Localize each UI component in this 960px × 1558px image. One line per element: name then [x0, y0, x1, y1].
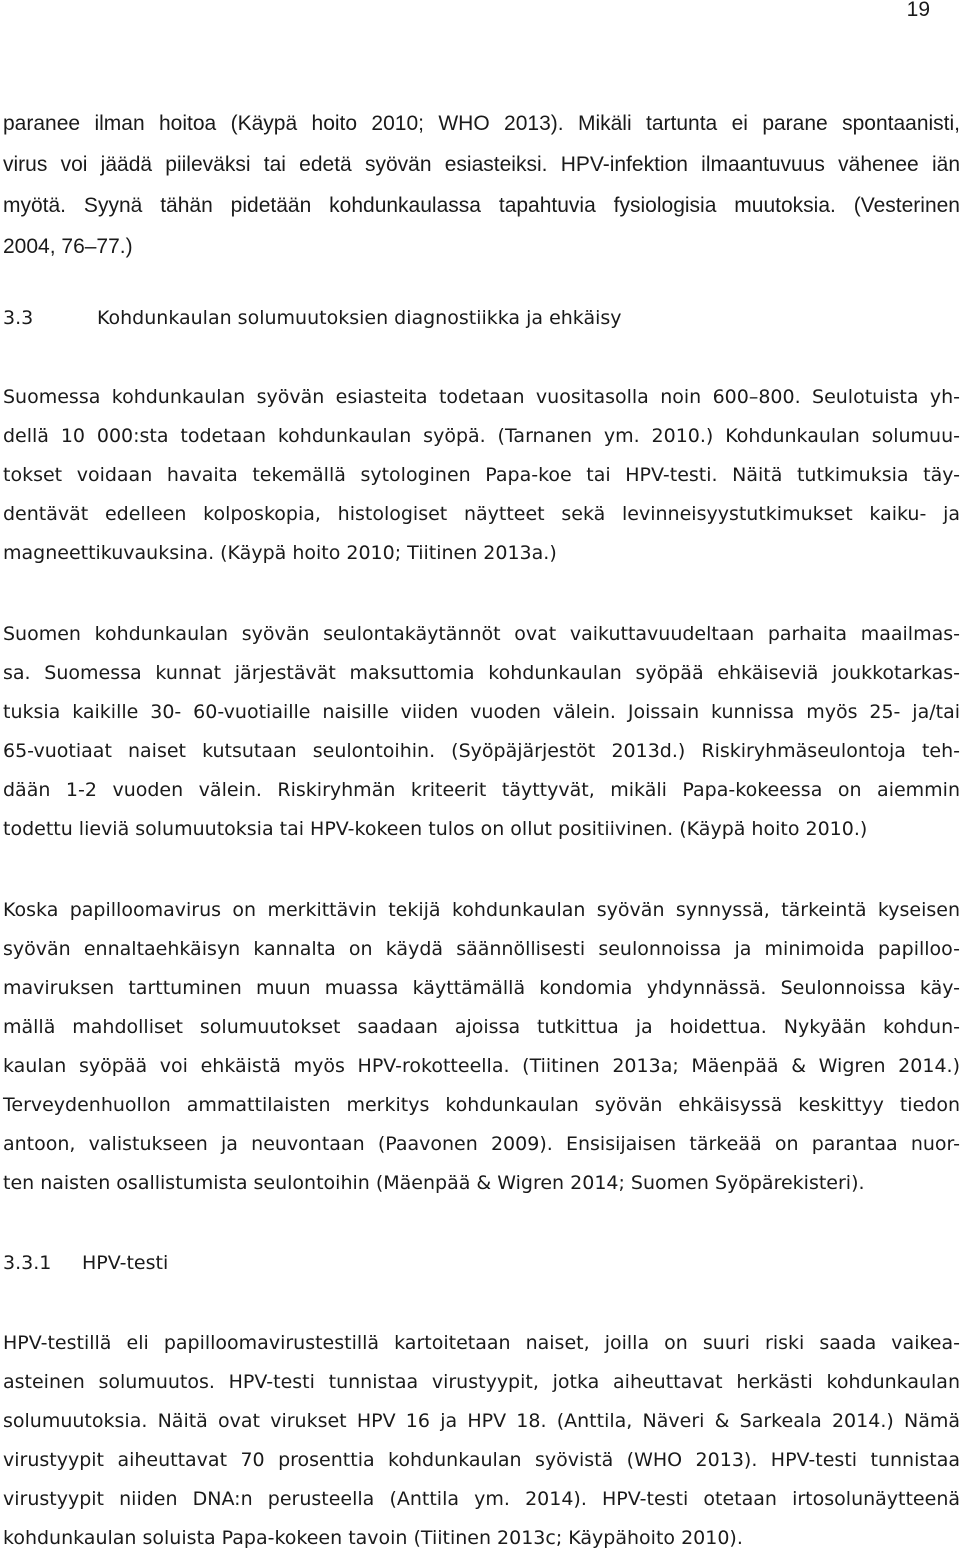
text-line: Terveydenhuollon ammattilaisten merkitys kohdunkaulan syövän ehkäisyssä keskittyy tiedon — [3, 1094, 960, 1116]
paragraph-1 — [3, 103, 960, 267]
subsection-title: HPV-testi — [82, 1252, 169, 1274]
text-line: ten naisten osallistumista seulontoihin (Mäenpää & Wigren 2014; Suomen Syöpärekisteri). — [3, 1172, 865, 1194]
text-line: tokset voidaan havaita tekemällä sytologinen Papa-koe tai HPV-testi. Näitä tutkimuksia täy- — [3, 464, 960, 486]
text-line: dentävät edelleen kolposkopia, histologiset näytteet sekä levinneisyystutkimukset kaiku- ja — [3, 503, 960, 525]
text-line: maviruksen tarttuminen muun muassa käyttämällä kondomia yhdynnässä. Seulonnoissa käy- — [3, 977, 960, 999]
text-line: 2004, 76–77.) — [3, 235, 133, 258]
text-line: mällä mahdolliset solumuutokset saadaan ajoissa tutkittua ja hoidettua. Nykyään kohdun- — [3, 1016, 960, 1038]
text-line: antoon, valistukseen ja neuvontaan (Paavonen 2009). Ensisijaisen tärkeää on parantaa nuor- — [3, 1133, 960, 1155]
text-line: paranee ilman hoitoa (Käypä hoito 2010; WHO 2013). Mikäli tartunta ei parane spontaanisti, — [3, 112, 960, 135]
text-line: virus voi jäädä piileväksi tai edetä syövän esiasteiksi. HPV-infektion ilmaantuvuus vähenee iän — [3, 153, 960, 176]
section-title: Kohdunkaulan solumuutoksien diagnostiikka ja ehkäisy — [97, 307, 622, 329]
text-line: kaulan syöpää voi ehkäistä myös HPV-rokotteella. (Tiitinen 2013a; Mäenpää & Wigren 2014.) — [3, 1055, 960, 1077]
paragraph-2 — [3, 378, 960, 573]
subsection-heading — [3, 1252, 168, 1274]
text-line: kohdunkaulan soluista Papa-kokeen tavoin (Tiitinen 2013c; Käypähoito 2010). — [3, 1527, 743, 1549]
text-line: sa. Suomessa kunnat järjestävät maksuttomia kohdunkaulan syöpää ehkäiseviä joukkotarkas- — [3, 662, 960, 684]
text-line: myötä. Syynä tähän pidetään kohdunkaulassa tapahtuvia fysiologisia muutoksia. (Vesterinen — [3, 194, 960, 217]
text-line: 65-vuotiaat naiset kutsutaan seulontoihin. (Syöpäjärjestöt 2013d.) Riskiryhmäseulontoja teh- — [3, 740, 960, 762]
text-line: magneettikuvauksina. (Käypä hoito 2010; Tiitinen 2013a.) — [3, 542, 557, 564]
text-line: virustyypit niiden DNA:n perusteella (Anttila ym. 2014). HPV-testi otetaan irtosolunäytteenä — [3, 1488, 960, 1510]
text-line: todettu lieviä solumuutoksia tai HPV-kokeen tulos on ollut positiivinen. (Käypä hoito 2010.) — [3, 818, 868, 840]
text-line: tuksia kaikille 30- 60-vuotiaille naisille viiden vuoden välein. Joissain kunnissa myös 25- ja/tai — [3, 701, 960, 723]
text-line: Suomen kohdunkaulan syövän seulontakäytännöt ovat vaikuttavuudeltaan parhaita maailmas- — [3, 623, 960, 645]
text-line: HPV-testillä eli papilloomavirustestillä kartoitetaan naiset, joilla on suuri riski saada vaikea- — [3, 1332, 960, 1354]
text-line: dellä 10 000:sta todetaan kohdunkaulan syöpä. (Tarnanen ym. 2010.) Kohdunkaulan solumuu- — [3, 425, 960, 447]
text-line: virustyypit aiheuttavat 70 prosenttia kohdunkaulan syövistä (WHO 2013). HPV-testi tunnistaa — [3, 1449, 960, 1471]
text-line: Koska papilloomavirus on merkittävin tekijä kohdunkaulan syövän synnyssä, tärkeintä kyseisen — [3, 899, 960, 921]
text-line: syövän ennaltaehkäisyn kannalta on käydä säännöllisesti seulonnoissa ja minimoida papilloo- — [3, 938, 960, 960]
text-line: solumuutoksia. Näitä ovat virukset HPV 16 ja HPV 18. (Anttila, Näveri & Sarkeala 2014.) Nämä — [3, 1410, 960, 1432]
section-heading — [3, 307, 622, 329]
page-number: 19 — [906, 0, 930, 21]
paragraph-5 — [3, 1324, 960, 1558]
section-number: 3.3 — [3, 307, 34, 329]
text-line: dään 1-2 vuoden välein. Riskiryhmän kriteerit täyttyvät, mikäli Papa-kokeessa on aiemmin — [3, 779, 960, 801]
subsection-number: 3.3.1 — [3, 1252, 52, 1274]
paragraph-4 — [3, 891, 960, 1203]
paragraph-3 — [3, 615, 960, 849]
text-line: asteinen solumuutos. HPV-testi tunnistaa virustyypit, jotka aiheuttavat herkästi kohdunkaulan — [3, 1371, 960, 1393]
text-line: Suomessa kohdunkaulan syövän esiasteita todetaan vuositasolla noin 600–800. Seulotuista yh- — [3, 386, 960, 408]
